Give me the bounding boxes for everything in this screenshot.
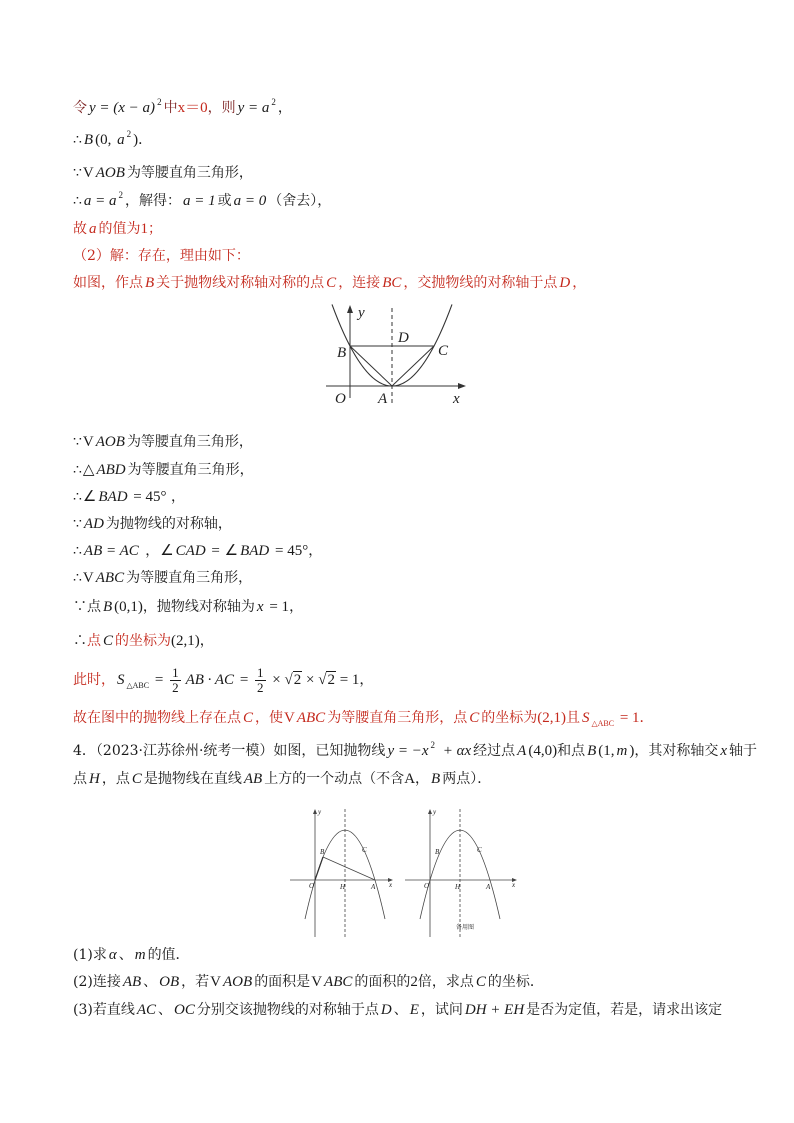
math-expr: = 1 bbox=[616, 710, 640, 726]
text-run: 为等腰直角三角形， bbox=[126, 434, 253, 450]
solution-line-4 bbox=[73, 191, 331, 211]
problem-4-question-2 bbox=[73, 972, 544, 992]
math-expr: × bbox=[302, 672, 319, 688]
spare-graph bbox=[405, 808, 517, 937]
text-run: 倍，求点 bbox=[417, 974, 474, 990]
text-run: （2）解：存在，理由如下： bbox=[73, 248, 250, 264]
point-d-label: D bbox=[398, 330, 409, 346]
point-b-label: B bbox=[337, 345, 347, 361]
text-run: ，抛物线对称轴为 bbox=[142, 599, 255, 615]
math-expr: AOB bbox=[95, 165, 125, 181]
text-run: 点 bbox=[87, 633, 101, 649]
text-run: 且 bbox=[565, 710, 580, 726]
math-expr: x bbox=[256, 599, 264, 615]
math-expr: a = 0 bbox=[233, 193, 267, 209]
text-run: 的坐标． bbox=[487, 974, 544, 990]
superscript: 2 bbox=[157, 97, 162, 107]
math-expr: AB · AC bbox=[185, 672, 235, 688]
math-expr: S bbox=[117, 672, 125, 688]
fraction-one-half bbox=[170, 666, 181, 695]
solution-line-8 bbox=[73, 432, 253, 452]
math-expr: C bbox=[131, 771, 142, 787]
radical-sign: √ bbox=[284, 672, 293, 688]
math-expr: ABC bbox=[95, 570, 125, 586]
text-run: 两点）． bbox=[442, 771, 492, 787]
origin-label: O bbox=[309, 882, 315, 890]
math-expr: (2,1) bbox=[171, 633, 200, 649]
math-expr: BAD bbox=[240, 543, 270, 559]
text-run: 是否为定值，若是，请求出该定 bbox=[526, 1002, 723, 1018]
y-axis-arrow bbox=[313, 809, 317, 814]
math-expr: = 1 bbox=[335, 672, 360, 688]
math-expr: = bbox=[236, 672, 253, 688]
math-expr: 1 bbox=[140, 221, 148, 237]
math-expr: a bbox=[117, 132, 125, 148]
math-expr: = bbox=[207, 543, 224, 559]
angle-symbol: ∠ bbox=[82, 489, 97, 505]
fraction-denominator: 2 bbox=[172, 679, 179, 695]
solution-line-1 bbox=[73, 98, 292, 118]
text-run: 和点 bbox=[557, 743, 586, 759]
text-run: ， bbox=[359, 672, 374, 688]
math-expr: D bbox=[559, 275, 571, 291]
math-expr: CAD bbox=[175, 543, 206, 559]
text-run: 为等腰直角三角形，点 bbox=[327, 710, 468, 726]
point-h-label: H bbox=[340, 883, 346, 891]
math-expr: B bbox=[587, 743, 597, 759]
because-symbol: ∵ bbox=[73, 516, 82, 532]
text-run: 经过点 bbox=[473, 743, 516, 759]
text-run: 的坐标为 bbox=[115, 633, 172, 649]
math-expr: OB bbox=[159, 974, 180, 990]
text-run: 中 bbox=[163, 100, 178, 116]
radicand: 2 bbox=[293, 672, 302, 688]
text-run: 的值． bbox=[147, 947, 190, 963]
text-run: ，解得： bbox=[125, 193, 182, 209]
triangle-symbol: V bbox=[284, 710, 295, 726]
fraction-numerator: 1 bbox=[257, 664, 264, 680]
math-expr: C bbox=[103, 633, 114, 649]
solution-line-15 bbox=[73, 631, 214, 651]
fraction-numerator: 1 bbox=[172, 664, 179, 680]
text-run: 上方的一个动点（不含 bbox=[264, 771, 405, 787]
subscript: △ABC bbox=[591, 719, 615, 728]
spare-figure-caption: 备用图 bbox=[456, 924, 475, 931]
text-run: ，则 bbox=[207, 100, 236, 116]
solution-line-9 bbox=[73, 460, 254, 480]
y-axis-label: y bbox=[433, 808, 437, 816]
math-expr: BAD bbox=[98, 489, 128, 505]
math-expr: m bbox=[134, 947, 146, 963]
origin-label: O bbox=[335, 391, 346, 407]
math-expr: x bbox=[720, 743, 728, 759]
math-expr: A bbox=[517, 743, 527, 759]
math-expr: = 1 bbox=[265, 599, 290, 615]
math-expr: m bbox=[616, 743, 628, 759]
math-expr: H bbox=[89, 771, 100, 787]
point-c-label: C bbox=[438, 343, 449, 359]
text-run: 令 bbox=[73, 100, 87, 116]
math-expr: AOB bbox=[223, 974, 253, 990]
superscript: 2 bbox=[126, 129, 132, 139]
segment-ab bbox=[350, 346, 392, 386]
text-run: 此时， bbox=[73, 672, 115, 688]
solution-line-17 bbox=[73, 708, 654, 728]
triangle-symbol: V bbox=[210, 974, 222, 990]
math-expr: A bbox=[404, 771, 416, 787]
math-expr: = 45° bbox=[129, 489, 167, 505]
solution-line-5 bbox=[73, 219, 162, 239]
solution-line-10 bbox=[73, 487, 185, 507]
math-expr: DH + EH bbox=[464, 1002, 525, 1018]
math-expr: B bbox=[431, 771, 441, 787]
text-run: 点 bbox=[73, 771, 87, 787]
text-run: ， bbox=[277, 100, 292, 116]
math-expr: AD bbox=[83, 516, 104, 532]
solution-line-6 bbox=[73, 246, 250, 266]
solution-line-13 bbox=[73, 568, 252, 588]
text-run: (2)连接 bbox=[73, 974, 121, 990]
therefore-symbol: ∴ bbox=[73, 193, 82, 209]
problem-4-stem-line-1 bbox=[73, 741, 757, 761]
radical-sign: √ bbox=[318, 672, 327, 688]
text-run: 为等腰直角三角形， bbox=[126, 165, 253, 181]
x-axis-label: x bbox=[512, 881, 516, 889]
solution-line-3 bbox=[73, 163, 253, 183]
math-expr: B bbox=[145, 275, 155, 291]
text-run: 分别交该抛物线的对称轴于点 bbox=[196, 1002, 379, 1018]
point-h-label: H bbox=[455, 883, 461, 891]
point-a-label: A bbox=[486, 883, 491, 891]
text-run: ． bbox=[639, 710, 654, 726]
triangle-symbol: V bbox=[82, 434, 94, 450]
because-symbol: ∵ bbox=[73, 165, 82, 181]
text-run: ． bbox=[138, 132, 153, 148]
text-run: （舍去）， bbox=[268, 193, 332, 209]
therefore-symbol: ∴ bbox=[73, 489, 82, 505]
solution-line-16 bbox=[73, 663, 373, 697]
math-expr: ABC bbox=[324, 974, 353, 990]
x-axis-label: x bbox=[389, 881, 393, 889]
text-run: ∵点 bbox=[73, 599, 101, 615]
segment-ob bbox=[315, 857, 323, 880]
math-expr: BC bbox=[382, 275, 402, 291]
point-c-label: C bbox=[477, 846, 482, 854]
point-b-label: B bbox=[435, 848, 440, 856]
segment-ac bbox=[392, 346, 434, 386]
math-expr: y = a bbox=[237, 100, 270, 116]
math-expr: a bbox=[89, 221, 97, 237]
math-expr: (1, bbox=[598, 743, 615, 759]
math-expr: C bbox=[475, 974, 486, 990]
math-expr: AB bbox=[122, 974, 142, 990]
math-expr: OC bbox=[174, 1002, 195, 1018]
solution-line-12 bbox=[73, 541, 322, 561]
point-a-label: A bbox=[371, 883, 376, 891]
therefore-symbol: ∴ bbox=[73, 543, 82, 559]
superscript: 2 bbox=[271, 97, 276, 107]
text-run: ， bbox=[166, 489, 185, 505]
text-run: 、 bbox=[143, 974, 158, 990]
therefore-symbol: ∴ bbox=[73, 132, 82, 148]
text-run: 故在图中的抛物线上存在点 bbox=[73, 710, 241, 726]
text-run: 的坐标为 bbox=[481, 710, 538, 726]
fraction-denominator: 2 bbox=[257, 679, 264, 695]
text-run: ， bbox=[415, 771, 430, 787]
math-expr: × bbox=[268, 672, 285, 688]
superscript: 2 bbox=[118, 190, 124, 200]
point-b-label: B bbox=[320, 848, 325, 856]
triangle-symbol: V bbox=[311, 974, 323, 990]
text-run: 4．（2023·江苏徐州·统考一模）如图，已知抛物线 bbox=[73, 743, 386, 759]
solution-line-11 bbox=[73, 514, 232, 534]
origin-label: O bbox=[424, 882, 430, 890]
math-expr: (0, bbox=[95, 132, 116, 148]
math-expr: S bbox=[581, 710, 590, 726]
main-graph bbox=[290, 808, 393, 937]
y-axis-arrow bbox=[347, 305, 353, 313]
text-run: ，试问 bbox=[420, 1002, 463, 1018]
text-run: 的值为 bbox=[98, 221, 141, 237]
segment-ab bbox=[323, 857, 375, 880]
math-expr: E bbox=[409, 1002, 419, 1018]
text-run: ，其对称轴交 bbox=[634, 743, 719, 759]
because-symbol: ∵ bbox=[73, 434, 82, 450]
text-run: 是抛物线在直线 bbox=[143, 771, 242, 787]
math-expr: ) bbox=[133, 132, 139, 148]
text-run: ， bbox=[572, 275, 587, 291]
math-expr: (4,0) bbox=[528, 743, 558, 759]
math-expr: 2 bbox=[410, 974, 418, 990]
text-run: ； bbox=[148, 221, 162, 237]
text-run: 或 bbox=[217, 193, 232, 209]
text-run: 为等腰直角三角形， bbox=[127, 462, 254, 478]
text-run: ， bbox=[199, 633, 214, 649]
superscript: 2 bbox=[430, 740, 435, 750]
text-run: 为抛物线的对称轴， bbox=[105, 516, 232, 532]
math-expr: = 45° bbox=[271, 543, 309, 559]
parabola-figure-1 bbox=[320, 300, 472, 410]
fraction-one-half bbox=[255, 666, 266, 695]
math-expr: AOB bbox=[95, 434, 125, 450]
math-expr: C bbox=[469, 710, 480, 726]
text-run: 的面积的 bbox=[354, 974, 411, 990]
math-expr: y = −x bbox=[387, 743, 429, 759]
math-expr: AB bbox=[243, 771, 263, 787]
text-run: ，点 bbox=[101, 771, 130, 787]
text-run: ，若 bbox=[181, 974, 210, 990]
text-run: ，交抛物线的对称轴于点 bbox=[403, 275, 558, 291]
therefore-symbol: ∴ bbox=[73, 633, 87, 649]
text-run: 、 bbox=[118, 947, 133, 963]
math-expr: ABC bbox=[296, 710, 326, 726]
solution-line-2 bbox=[73, 130, 152, 150]
x-axis-label: x bbox=[453, 391, 460, 407]
point-c-label: C bbox=[362, 846, 367, 854]
math-expr: AC bbox=[136, 1002, 157, 1018]
y-axis-label: y bbox=[358, 305, 365, 321]
problem-4-stem-line-2 bbox=[73, 769, 491, 789]
x-axis-arrow bbox=[458, 383, 466, 389]
math-expr: AB = AC bbox=[83, 543, 139, 559]
math-expr: α bbox=[108, 947, 117, 963]
angle-symbol: ∠ bbox=[224, 543, 239, 559]
radicand: 2 bbox=[327, 672, 335, 688]
math-expr: C bbox=[243, 710, 254, 726]
text-run: 的面积是 bbox=[254, 974, 311, 990]
math-expr: (2,1) bbox=[537, 710, 566, 726]
subscript: △ABC bbox=[126, 681, 150, 690]
math-expr: D bbox=[380, 1002, 392, 1018]
text-run: 如图，作点 bbox=[73, 275, 143, 291]
math-expr: + αx bbox=[439, 743, 472, 759]
parabola-figure-2 bbox=[285, 805, 520, 940]
problem-4-question-1 bbox=[73, 945, 190, 965]
text-run: ，使 bbox=[255, 710, 284, 726]
triangle-symbol: △ bbox=[82, 462, 95, 478]
text-run: (1)求 bbox=[73, 947, 107, 963]
math-expr: y = (x − a) bbox=[89, 100, 156, 116]
triangle-symbol: V bbox=[82, 165, 94, 181]
problem-4-question-3 bbox=[73, 1000, 722, 1020]
math-expr: ABD bbox=[96, 462, 126, 478]
text-run: 故 bbox=[73, 221, 87, 237]
solution-line-14 bbox=[73, 597, 303, 617]
math-expr: B bbox=[103, 599, 113, 615]
text-run: 轴于 bbox=[729, 743, 758, 759]
y-axis-label: y bbox=[318, 808, 322, 816]
math-expr: a = 1 bbox=[183, 193, 216, 209]
text-run: ， bbox=[140, 543, 160, 559]
text-run: ， bbox=[289, 599, 304, 615]
math-expr: ) bbox=[629, 743, 635, 759]
math-expr: x＝0 bbox=[177, 100, 208, 116]
text-run: (3)若直线 bbox=[73, 1002, 135, 1018]
text-run: ，连接 bbox=[338, 275, 381, 291]
math-expr: a = a bbox=[83, 193, 117, 209]
text-run: 、 bbox=[393, 1002, 408, 1018]
angle-symbol: ∠ bbox=[160, 543, 174, 559]
text-run: 为等腰直角三角形， bbox=[126, 570, 253, 586]
solution-line-7 bbox=[73, 273, 586, 293]
text-run: 关于抛物线对称轴对称的点 bbox=[156, 275, 325, 291]
therefore-symbol: ∴ bbox=[73, 462, 82, 478]
y-axis-arrow bbox=[428, 809, 432, 814]
math-expr: B bbox=[83, 132, 94, 148]
text-run: 、 bbox=[158, 1002, 173, 1018]
math-expr: = bbox=[151, 672, 168, 688]
triangle-symbol: V bbox=[82, 570, 94, 586]
math-expr: (0,1) bbox=[114, 599, 143, 615]
text-run: ， bbox=[308, 543, 323, 559]
math-expr: C bbox=[326, 275, 337, 291]
therefore-symbol: ∴ bbox=[73, 570, 82, 586]
point-a-label: A bbox=[378, 391, 388, 407]
